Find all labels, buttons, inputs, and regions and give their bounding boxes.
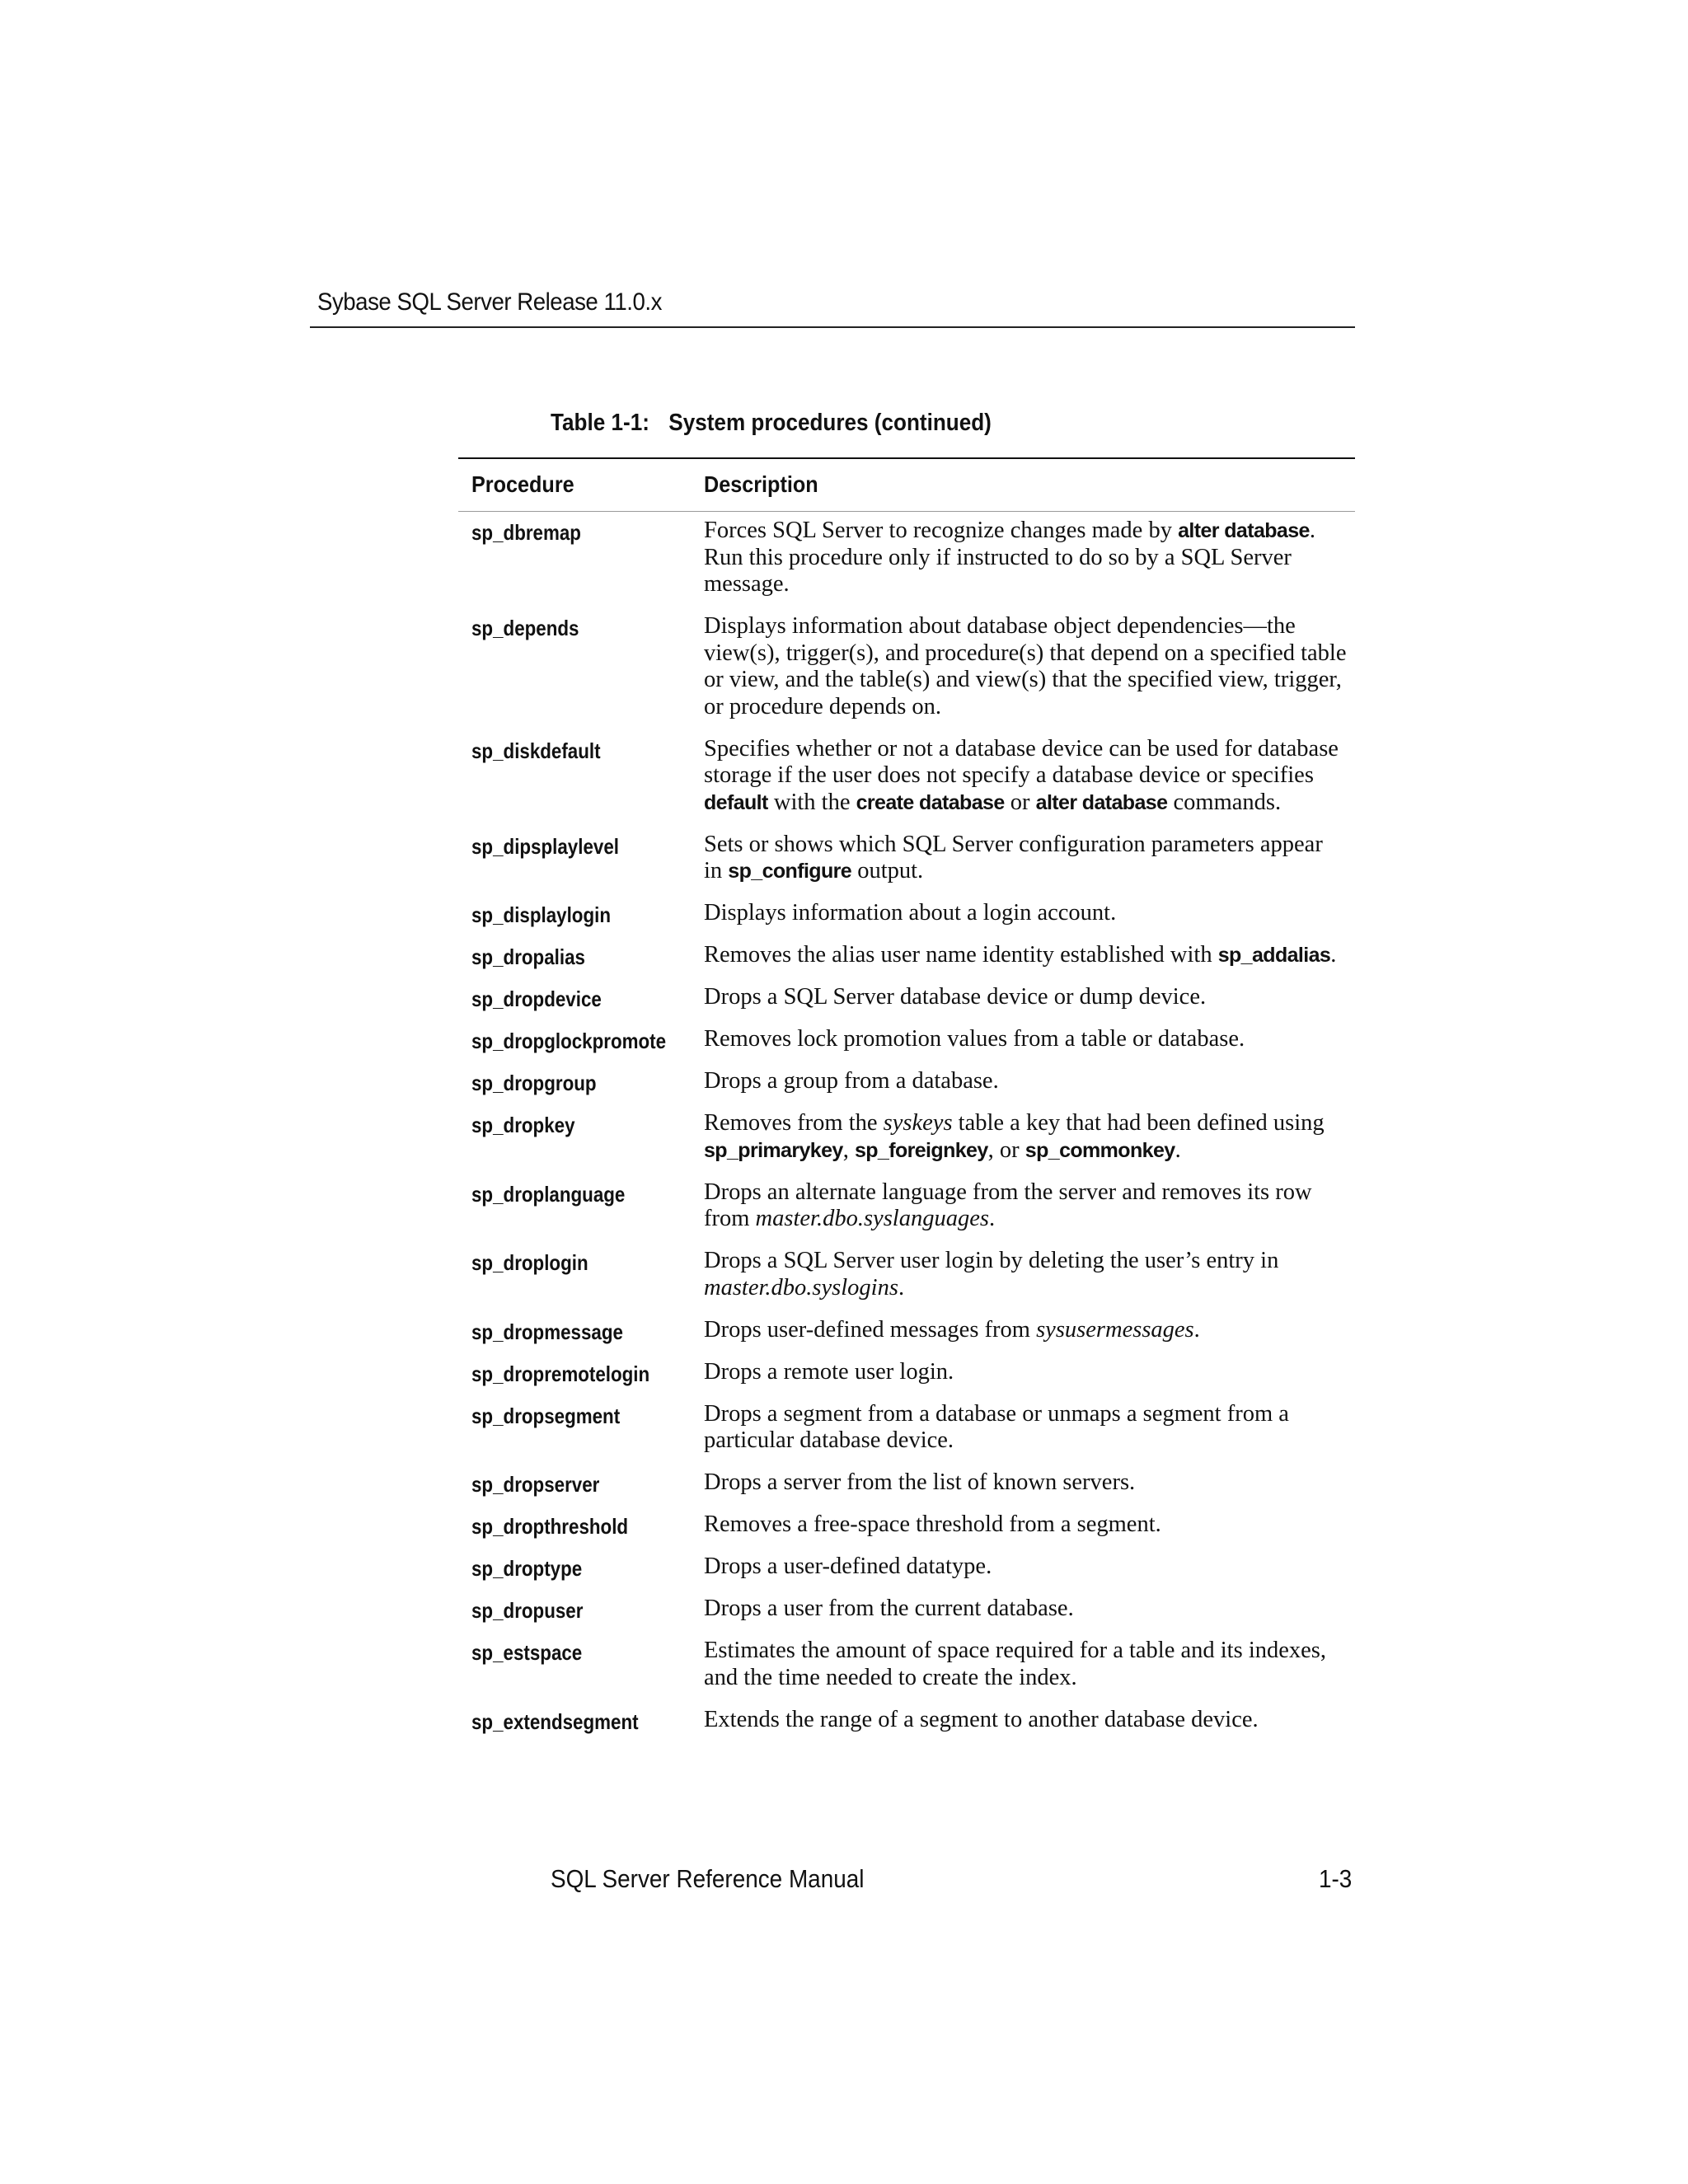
description-text: Drops a user-defined datatype. [704,1554,992,1579]
description-text: Drops a segment from a database or unmaps a segment from a particular database device. [704,1400,1289,1453]
inline-code-term: default [704,790,768,814]
procedure-name: sp_dropkey [471,1113,575,1137]
procedure-name: sp_extendsegment [471,1708,639,1734]
description-text: Drops a SQL Server database device or dump device. [704,984,1207,1010]
inline-code-term: create database [856,790,1005,814]
table-row [458,1638,1355,1707]
procedure-description [704,1554,1347,1596]
description-text: . Run this procedure only if instructed to do so by a SQL Server message. [704,518,1315,597]
table-row [458,1511,1355,1554]
procedure-description [704,1707,1347,1749]
table-caption-title: System procedures (continued) [668,410,992,436]
table-row [458,942,1355,984]
table-row [458,736,1355,832]
procedures-table-body [458,518,1355,1749]
table-caption [551,410,992,437]
description-text: Drops a user from the current database. [704,1596,1074,1621]
procedure-description [704,1596,1347,1638]
procedure-description [704,1511,1347,1554]
table-row [458,1554,1355,1596]
description-text: Drops a server from the list of known servers. [704,1469,1136,1495]
table-row [458,1068,1355,1110]
inline-italic-term: syskeys [883,1110,953,1136]
table-row [458,984,1355,1026]
procedure-description [704,1248,1347,1317]
description-text: commands. [1167,789,1282,815]
description-text: Removes lock promotion values from a table or database. [704,1026,1245,1052]
column-header-description: Description [704,471,818,497]
procedure-description [704,1469,1347,1511]
procedure-name: sp_dropsegment [471,1403,621,1428]
description-text: with the [767,789,856,815]
inline-code-term: sp_commonkey [1025,1138,1175,1162]
procedure-description [704,613,1347,736]
procedure-name: sp_droptype [471,1556,583,1581]
description-text: table a key that had been defined using [952,1110,1325,1136]
procedure-name: sp_displaylogin [471,902,611,927]
description-text: , or [987,1137,1025,1163]
table-row [458,1401,1355,1470]
description-text: . [898,1274,905,1301]
table-row [458,1359,1355,1401]
procedure-name: sp_dropmessage [471,1319,623,1344]
procedure-description [704,1317,1347,1359]
table-row [458,1026,1355,1068]
table-row [458,1596,1355,1638]
table-row [458,900,1355,942]
description-text: or [1004,789,1036,815]
inline-italic-term: master.dbo.syslogins [704,1274,898,1301]
table-row [458,1707,1355,1749]
inline-code-term: alter database [1035,790,1168,814]
procedure-name: sp_droplogin [471,1250,588,1275]
table-row [458,518,1355,613]
footer-page-number: 1-3 [1319,1864,1353,1893]
procedure-description [704,1110,1347,1179]
description-text: Drops an alternate language from the server and removes its row from [704,1179,1312,1231]
procedure-name: sp_dropthreshold [471,1514,629,1539]
inline-code-term: sp_foreignkey [854,1138,988,1162]
table-row [458,1110,1355,1179]
inline-italic-term: sysusermessages [1036,1316,1194,1343]
procedure-name: sp_dropalias [471,944,585,969]
description-text: Displays information about a login account. [704,900,1117,926]
description-text: Drops a group from a database. [704,1068,999,1094]
procedure-description [704,1068,1347,1110]
procedure-description [704,1026,1347,1068]
procedure-name: sp_droplanguage [471,1181,626,1207]
description-text: Displays information about database object dependencies—the view(s), trigger(s), and procedure(s) that depend on a specified table or view, and the table(s) and view(s) that the specified view, trigger, or procedure depends on. [704,613,1347,719]
procedure-name: sp_depends [471,616,579,640]
table-row [458,613,1355,736]
description-text: Drops user-defined messages from [704,1316,1037,1343]
table-row [458,1248,1355,1317]
procedure-description [704,832,1347,901]
description-text: Specifies whether or not a database device can be used for database storage if the user does not specify a database device or specifies [704,735,1339,788]
column-header-procedure: Procedure [471,471,574,497]
description-text: output. [851,858,924,883]
procedure-name: sp_dropremotelogin [471,1361,650,1386]
table-row [458,832,1355,901]
procedure-description [704,518,1347,613]
procedure-name: sp_diskdefault [471,738,601,763]
inline-code-term: sp_configure [728,860,852,883]
description-text: . [988,1206,996,1231]
description-text: Removes a free-space threshold from a segment. [704,1511,1161,1537]
inline-italic-term: master.dbo.syslanguages [755,1206,989,1231]
description-text: Estimates the amount of space required for a table and its indexes, and the time needed to create the index. [704,1638,1326,1690]
description-text: , [842,1137,855,1163]
procedure-name: sp_dropserver [471,1472,600,1497]
procedure-description [704,1638,1347,1707]
procedure-name: sp_dropgroup [471,1071,597,1095]
procedure-description [704,942,1347,984]
description-text: Extends the range of a segment to another database device. [704,1706,1259,1732]
running-header: Sybase SQL Server Release 11.0.x [317,288,662,316]
description-text: Sets or shows which SQL Server configuration parameters appear in [704,831,1323,883]
inline-code-term: alter database [1178,519,1310,542]
table-row [458,1317,1355,1359]
procedure-name: sp_dropdevice [471,987,602,1011]
procedure-description [704,1401,1347,1470]
procedure-name: sp_estspace [471,1640,583,1665]
description-text: Drops a SQL Server user login by deleting the user’s entry in [704,1248,1279,1273]
table-caption-number: Table 1-1: [551,410,649,436]
description-text: Removes from the [704,1110,884,1136]
description-text: Removes the alias user name identity established with [704,942,1218,968]
procedure-name: sp_dipsplaylevel [471,833,619,859]
procedure-name: sp_dbremap [471,520,581,545]
procedure-name: sp_dropuser [471,1598,584,1623]
procedure-description [704,736,1347,832]
table-header-row [458,471,1355,511]
description-text: . [1193,1316,1200,1343]
procedure-description [704,1359,1347,1401]
header-rule [310,326,1355,328]
description-text: Forces SQL Server to recognize changes made by [704,518,1179,543]
table-header-rule [458,511,1355,512]
inline-code-term: sp_addalias [1217,944,1331,967]
table-top-rule [458,457,1355,459]
procedure-description [704,984,1347,1026]
procedure-description [704,1179,1347,1249]
footer-manual-title: SQL Server Reference Manual [551,1864,865,1893]
table-row [458,1179,1355,1249]
description-text: . [1330,942,1337,968]
description-text: Drops a remote user login. [704,1358,954,1385]
table-row [458,1469,1355,1511]
inline-code-term: sp_primarykey [704,1138,843,1162]
procedure-description [704,900,1347,942]
description-text: . [1175,1137,1181,1163]
procedure-name: sp_dropglockpromote [471,1029,667,1053]
